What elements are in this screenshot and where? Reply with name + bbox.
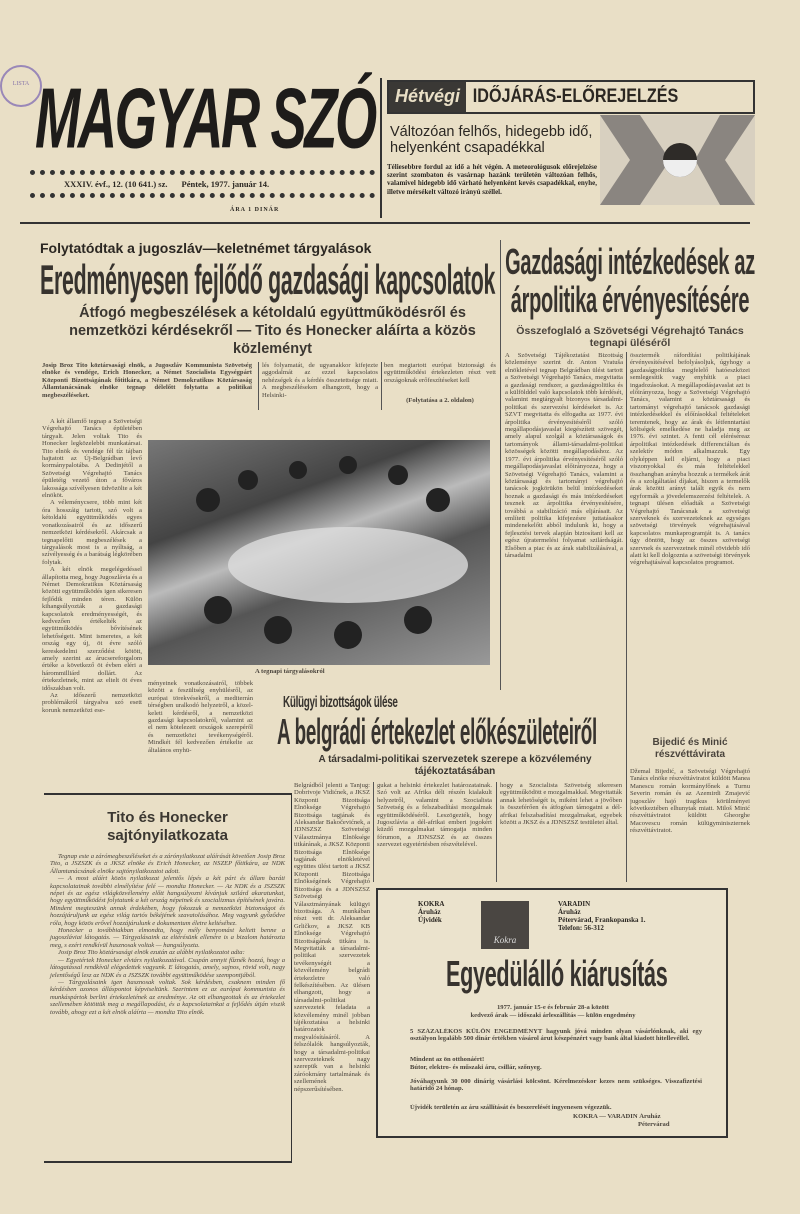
lead-headline-text: Eredményesen fejlődő gazdasági kapcsolatok [40,256,496,303]
news-photo-meeting [148,440,490,665]
paragraph: Az időszerű nemzetközi problémákról tárgyalva szó esett korunk nemzetközi ese- [42,692,142,714]
store-phone: Telefon: 56-312 [558,924,604,932]
paragraph: Tegnap este a zárómegbeszéléseket és a zárónyilatkozat aláírását követően Josip Broz Tito, a JSZSZK és a JKSZ elnöke és Erich Honecker, az NSZEP főtitkára, az NDK Államtanácsának elnöke sajtónyilatkozatot adott. [50,853,285,875]
store-address: Pétervárad, Frankopanska 1. [558,916,646,924]
weather-sun-illustration [600,115,755,205]
newspaper-logo [35,71,375,166]
ad-headline [446,954,726,994]
paragraph: Josip Broz Tito köztársasági elnök ezután az alábbi nyilatkozatot adta: [58,949,245,957]
lead-col-b: ményeinek vonatkozásairól, többek között a feszültség enyhülésről, az európai törekvésekről, a mediterrán térségben uralkodó helyzetről, a közel-keleti kérdésről, a nemzetközi gazdasági kapcsolatokról, valamint az el nem kötelezett országok szerepéről és nemzetközi tevékenységéről. Mindkét fél kedvezően értékelte az általános enyhü- [148,680,253,754]
ad-terms: kedvező árak — időszaki árleszállítás — külön engedmény [470,1012,636,1019]
ad-credit: Jóváhagyunk 30 000 dinárig vásárlási kölcsönt. Kérelmezéskor kezes nem szükséges. Visszafizetési határidő 24 hónap. [410,1078,702,1093]
weather-title [387,80,755,114]
belgrade-col2: gukat a helsinki értekezlet határozatainak. Szó volt az Afrika déli részén kialakult helyzetről, valamint a Szocialista Szövetség és a felszabadítási mozgalmak együttműködéséről. Leszögezték, hogy Jugoszlávia a dél-afrikai emberi jogokért küzdő mozgalmakat támogatja minden fórumon, a JDNSZSZ és az összes szervezet egyetértésben részvételével. [377,782,492,849]
right-col1: A Szövetségi Tájékoztatási Bizottság közleménye szerint dr. Anton Vratuša elnökletével tegnap Belgrádban ülést tartott a Szövetségi Végrehajtó Tanács, megvitatta a gazdasági rendszer, a gazdaságpolitika és a külfölddel való kapcsolatok több kérdését, valamint megtárgyalt bizonyos társadalmi-politikai és szervezési kérdéseket is. Az SZVT megvitatta és elfogadta az 1977. évi árpolitika érvényesítéséről szóló megállapodásjavaslat kiegészített szövegét, amely alapul szolgál a köztársaságok és tartományok állami-társadalmi-politikai közösségek közötti megállapodáshoz. Az 1977. évi árpolitika érvényesítéséről szóló megállapodásjavaslat előirányozza, hogy a Szövetségi Végrehajtó Tanács, valamint a köztársasági és tartományi végrehajtó tanácsok jogkörükön belül intézkedéseket hoznak a gazdasági és más intézkedéseket tesznek az árpolitika érvényesítésére, továbbá a stabilizáció más eljárásait. Az említett politika kifejezésre juttatásakor mindenekelőtt abból indulunk ki, hogy a fejlesztési tervek alapján biztosítani kell az egész újratermelési folyamat szilárdságát. Elsőben a piac és az árak stabilizálásával, a társadalmi [505,352,623,559]
belgrade-kicker-text: Külügyi bizottságok ülése [283,694,398,711]
stamp-text: LISTA [12,81,30,87]
paragraph: A két elnök megelégedéssel állapította meg, hogy Jugoszlávia és a Német Demokratikus Köztársaság közötti együttműködés igen sikeresen fejlődik minden téren. Külön kihangsúlyozták a gazdasági kapcsolatok eredményességét, és kedvezően értékelték az együttműködés bővítésének lehetőségeit. Mint ismeretes, a két ország egy új, öt évre szóló kereskedelmi szerződést kötött, amely szerint az árucsereforgalom értéke a következő öt évben eléri a hárommilliárd dollárt. Az értekezletnek, mint az eltelt öt éves időszakban volt. [42,566,142,692]
masthead-rule [20,222,750,224]
ad-delivery: Újvidék területén az áru szállítását és beszerelését ingyenesen végezzük. [410,1104,612,1111]
weather-heading: IDŐJÁRÁS-ELŐREJELZÉS [472,86,679,107]
condolence-body: Džemal Bijedić, a Szövetségi Végrehajtó Tanács elnöke részvéttáviratot küldött Manea Manescu román kormányfőnek a Turnu Severin román és az Azemirdi Zmajević jugoszláv hajó tragikus körülményei következtében elhunytak miatt. Miloš Minić részvéttáviratot küldött Gheorghe Macovescu román külügyminiszternek részvéttáviratot. [630,768,750,835]
divider [380,78,382,218]
lead-kicker: Folytatódtak a jugoszláv—keletnémet tárgyalások [40,240,372,256]
store-city: Újvidék [418,916,442,924]
belgrade-headline [277,711,597,752]
condolence-title: Bijedić és Minić részvéttávirata [652,737,728,760]
kokra-varadin-ad [376,888,728,1138]
kokra-logo [481,901,529,949]
weather-body: Téliesebbre fordul az idő a hét végén. A meteorológusok előrejelzése szerint szombaton és vasárnap hazánk területén változóan felhős, valamivel hidegebb idő várható helyenként kevés csapadékkal, enyhe, illetve mérsékelt változó irányú széllel. [387,163,597,196]
lead-intro: Josip Broz Tito köztársasági elnök, a Jugoszláv Kommunista Szövetség elnöke és vendége, Erich Honecker, a Német Szocialista Egységpárt Központi Bizottságának főtitkára, a Német Demokratikus Köztársaság Államtanácsának elnöke tegnap délelőtt folytatta a politikai megbeszéléseket. [42,362,252,399]
belgrade-kicker [283,695,483,711]
right-headline-text: Gazdasági intézkedések az árpolitika érvényesítésére [505,241,755,320]
paragraph: — Egyetértek Honecker elvtárs nyilatkozatával. Csupán annyit fűznék hozzá, hogy a látogatással rendkívül elégedettek vagyunk. E látogatás, amely, sajnos, rövid volt, nagy jelentőségű lesz az NDK és a JSZSZK további együttműködése szempontjából. [50,956,285,979]
belgrade-subhead: A társadalmi-politikai szervezetek szerepe a közvélemény tájékoztatásában [318,754,592,777]
issue-date: Péntek, 1977. január 14. [181,179,270,189]
lead-left-column [42,418,142,788]
logo-text: Kokra [493,935,517,945]
lead-col2: lés folyamatát, de ugyanakkor kifejezte aggodalmát az ezzel kapcsolatos nehézségek és a kérdés összetettsége miatt. A megbeszéléseken elhangzott, hogy a Helsinki- [262,362,378,399]
lead-subhead: Átfogó megbeszélések a kétoldalú együttműködésről és nemzetközi kérdésekről — Tito és Honecker aláírta a közös közleményt [69,305,476,357]
store-type: Áruház [558,908,581,916]
belgrade-col3: hogy a Szocialista Szövetség sikeresen együttműködött e mozgalmakkal. Megvitatták annak lehetőségét is, miként lehet a jövőben is összeférően és átfogóan támogatni a dél-afrikai felszabadítási mozgalmakat, egyebek között a JKSZ és a JDNSZSZ testületei által. [500,782,622,827]
ad-signature-city: Pétervárad [638,1121,670,1128]
ad-dates: 1977. január 15-e és február 28-a között [496,1004,610,1011]
ad-signature: KOKRA — VARADIN Áruház [573,1113,661,1120]
ad-discount: 5 SZÁZALÉKOS KÜLÖN ENGEDMÉNYT hagyunk jóvá minden olyan vásárlónknak, aki egy osztályon legalább 500 dinár értékben vásárol árut készpénzért vagy bank által kiadott hitellevéllel. [410,1028,702,1043]
right-headline [505,243,755,323]
newspaper-logo-text: MAGYAR SZÓ [35,71,375,166]
lead-col3: ben megtartott európai biztonsági és együttműködési értekezleten részt vett országoknak erőfeszítéseket kell [384,362,496,384]
photo-caption: A tegnapi tárgyalásokról [255,668,325,675]
lead-headline [40,256,496,303]
store-name: VARADIN [558,900,591,908]
continued-note: (Folytatása a 2. oldalon) [406,397,474,404]
paragraph: — Tárgyalásaink igen hasznosak voltak. Sok kérdésben, csaknem minden fő kérdésben azonos álláspontot képviseltünk. Szerintem ez az európai kommunista és munkáspártok berlini értekezletének az eredménye. Az ott elhangzottak és az értekezlet szellemében kötöttük meg a megállapodást, és a kapcsolatainkat a fejlődés útján viszik tovább, ahogy ezt a két elnök aláírta — mondta Tito elnök. [50,978,285,1016]
ad-products: Bútor, elektro- és műszaki áru, csillár, szőnyeg. [410,1064,542,1071]
price: ÁRA 1 DINÁR [230,207,280,213]
right-col2: össztermék ráfordítási politikájának érvényesítésével befolyásoljuk, úgyhogy a gazdaságpolitika megfelelő hatóeszközei semlegesítik vagy enyhítik a piaci ingadozásokat. A megállapodásjavaslat azt is előirányozza, hogy a Szövetségi Végrehajtó Tanács, valamint a köztársasági és tartományi végrehajtó tanácsok gazdasági intézkedésekkel és előírásokkal feltételeket teremtenek, hogy az árak és létfenntartási költségek emelkedése ne haladja meg az 1976. évi szintet. A fenti cél eléréséreaz árpolitikai intézkedések differenciáltan és szelektív módon alkalmazzuk. Egy olyképpen kell eljárni, hogy a piaci viszonyokkal és más feltételekkel összhangban arányba hozzuk a termékek árát és a szolgáltatási díjakat, hiszen a termelők árak közötti arányt talált egyik és nem egyformák a jövedelemszerzési feltételek. A tegnapi ülésen előadták a Szövetségi Végrehajtó Tanácsnak a szövetségi szerveknek és szervezeteknek az egységes szövetségi törvények végrehajtásával kapcsolatos munkaprogramját is. A tanács úgy döntött, hogy az összes szövetségi szervnek és szervezetnek minél rövidebb idő alatt ki kell dolgoznia a szövetségi törvények végrehajtásával kapcsolatos programot. [630,352,750,567]
ad-left-store [418,900,444,924]
store-type: Áruház [418,908,441,916]
paragraph: A véleménycsere, több mint két óra hosszáig tartott, szó volt a kétoldalú együttműködés egyes vonatkozásairól és az időszerű nemzetközi kérdésekről. Akárcsak a tegnapelőtti megbeszélések a tárgyalások most is a nyíltság, a szívélyesség és a barátság légkörében folytak. [42,499,142,566]
belgrade-col1: Belgrádból jelenti a Tanjug: Dobrivoje Vidićnek, a JKSZ Központi Bizottsága Elnöksége Végrehajtó Bizottsága tagjának és Aleksandar Bakočevićnek, a JDNSZSZ Szövetségi Választmánya Elnöksége titkárának, a JKSZ Központi Bizottsága Elnöksége tagjának elnökletével együttes ülést tartott a JKSZ Központi Bizottsága Elnökségének Végrehajtó Bizottsága és a JDNSZSZ Szövetségi Választmányának külügyi bizottsága. A munkában részt vett dr. Aleksandar Grličkov, a JKSZ KB Elnöksége Végrehajtó Bizottságának titkára is. Megvitatták a társadalmi-politikai szervezetek tevékenységét a közvélemény belgrádi értekezletre való felkészítésében. Az ülésen elhangzott, hogy a társadalmi-politikai szervezetek feladata a közvélemény minél jobban tájékoztatása a helsinki határozatok megvalósításáról. A felszólalók hangsúlyozták, hogy a társadalmi-politikai szervezeteknek nagy szerepük van a helsinki záróokmány tartalmának és szellemének népszerűsítésében. [294,782,370,1093]
issue-info-bar [30,170,375,198]
weekend-badge: Hétvégi [389,82,466,112]
right-subhead: Összefoglaló a Szövetségi Végrehajtó Tanács tegnapi üléséről [516,325,744,349]
belgrade-headline-text: A belgrádi értekezlet előkészületeiről [277,711,597,752]
paragraph: — A most aláírt közös nyilatkozat jelentős lépés a két párt és állam baráti kapcsolatainak további elmélyítése felé — mondta Honecker. — Az NDK és a JSZSZK népei és az egész világközvélemény előtt hangsúlyozni kívánjuk szilárd akaratunkat, hogy együttműködést folytatunk a két ország népeinek és szocializmus építésének javára. Mindent megteszünk annak érdekében, hogy fokozzuk a nemzetközi biztonságot és hozzájáruljunk az egész világ tartós békéjének szavatolásához. Meg vagyunk győződve róla, hogy közös erővel hozzájárulunk e dokumentum életre keltéséhez. [50,875,285,927]
ad-headline-text: Egyedülálló kiárusítás [446,953,668,994]
weather-headline: Változóan felhős, hidegebb idő, helyenként csapadékkal [390,124,593,156]
paragraph: Honecker a továbbiakban elmondta, hogy mély benyomást keltett benne a jugoszláviai látogatás. — Tárgyalásaink az eltérésünk ellenére is a bizalom határozta meg, s ezért rendkívül hasznosak voltak — hangsúlyozta. [50,927,285,949]
paragraph: A két államfő tegnap a Szövetségi Végrehajtó Tanács épületében tárgyalt. Jelen voltak Tito és Honecker legközelebbi munkatársai. Tito elnök és vendége fél tíz tájban hajtatott az Új-Belgrádban levő kormánypalotába. A Dedinjétől a Szövetségi Végrehajtó Tanács épületéig vezető úton a főváros lakossága szívélyesen üdvözölte a két elnököt. [42,418,142,500]
tito-box-title: Tito és Honecker sajtónyilatkozata [107,809,228,844]
volume-number: XXXIV. évf., 12. (10 641.) sz. [64,179,168,189]
ad-right-store [558,900,646,932]
store-name: KOKRA [418,900,445,908]
tito-statement-box [44,793,292,1163]
ad-slogan: Mindent az ön otthonáért! [410,1056,485,1063]
